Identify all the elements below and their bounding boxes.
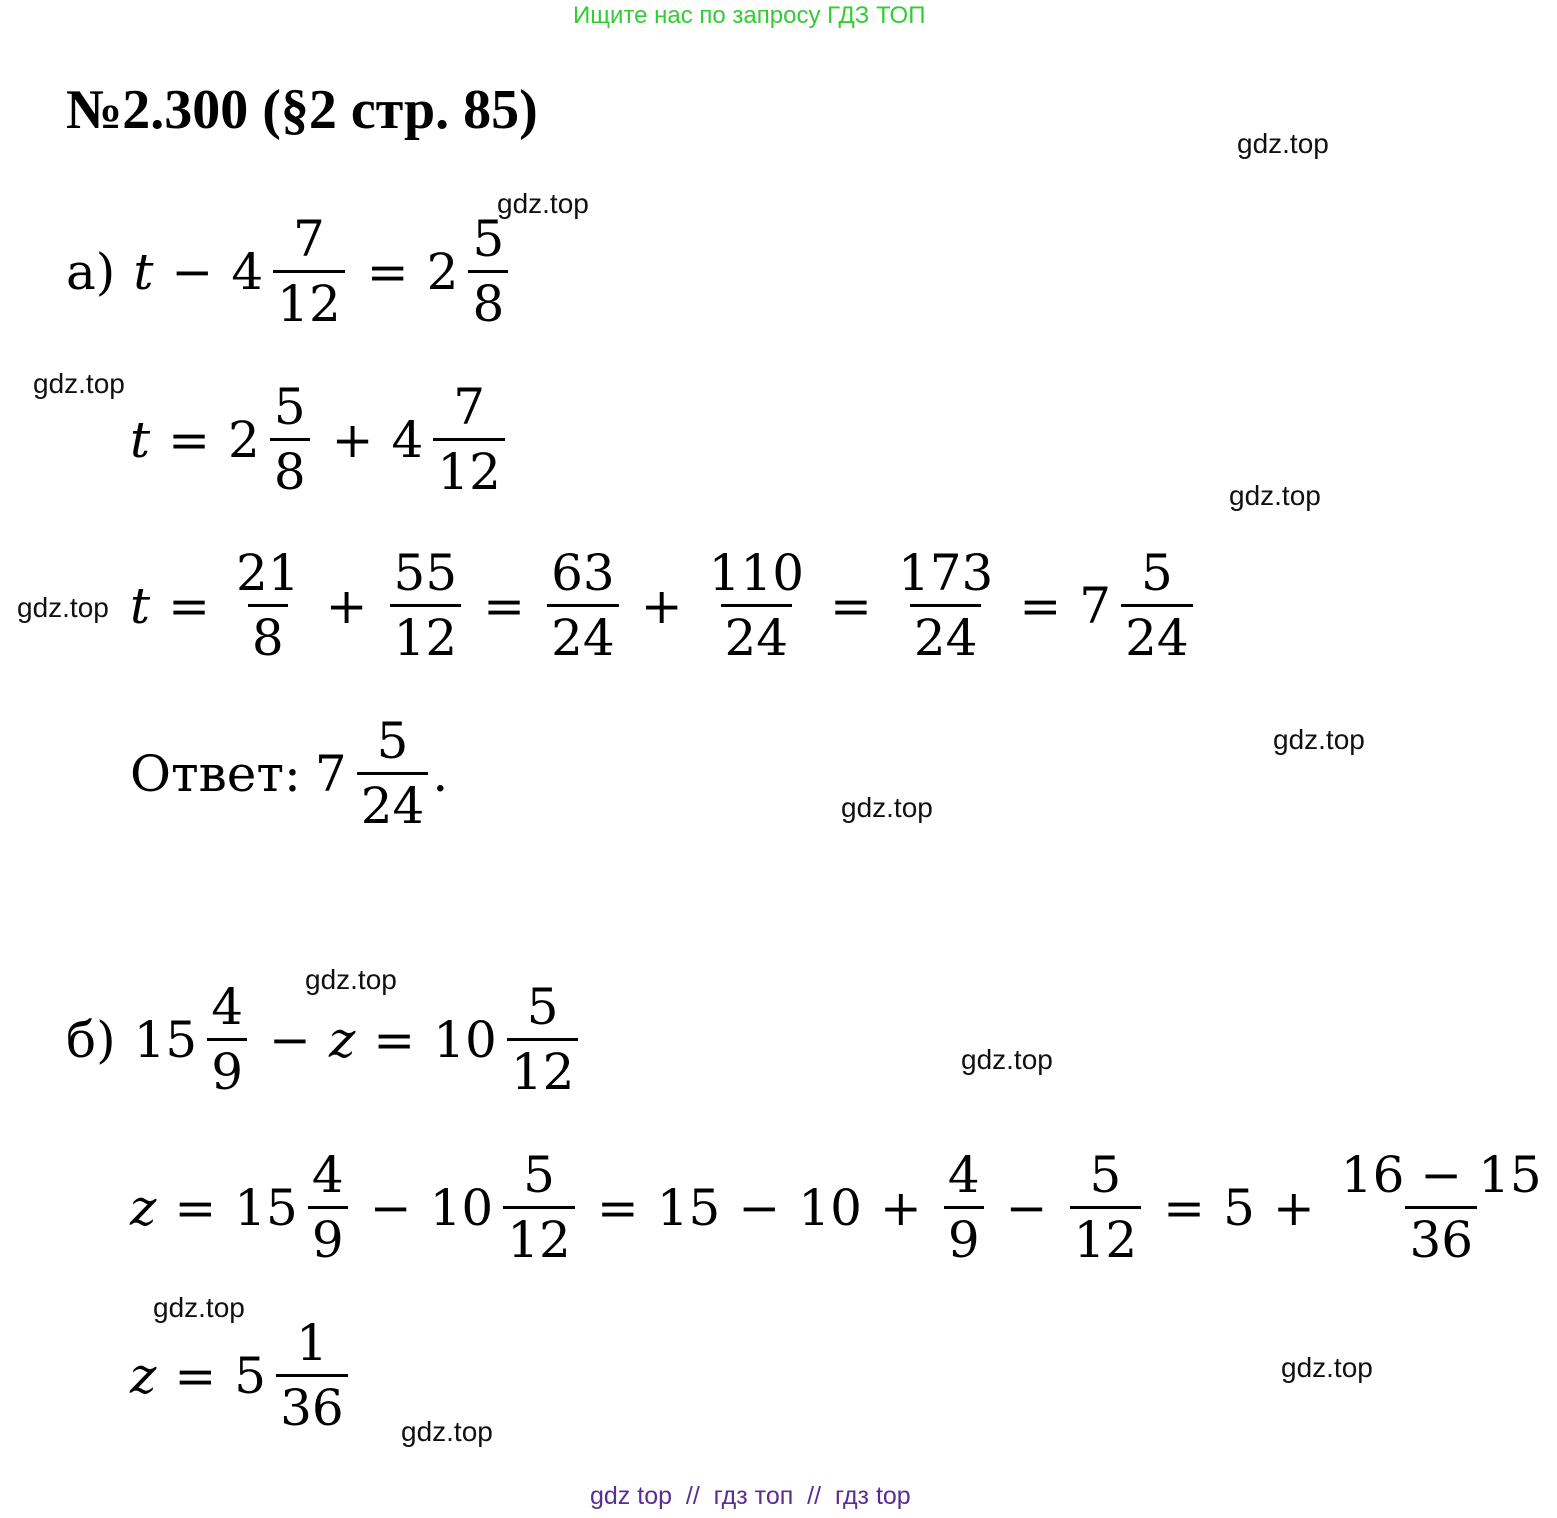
numerator: 5: [472, 210, 505, 268]
fraction: [433, 378, 505, 501]
footer-links: gdz top // гдз топ // гдз top: [590, 1482, 911, 1510]
fraction: [357, 712, 429, 835]
numerator: 5: [273, 378, 306, 436]
fraction: [232, 544, 304, 667]
equals-sign: =: [174, 1178, 217, 1237]
denominator: 12: [433, 438, 505, 497]
fraction: [547, 544, 619, 667]
numerator: 1: [295, 1314, 328, 1372]
denominator: 12: [1070, 1206, 1142, 1265]
fraction: [273, 210, 345, 333]
plus-sign: +: [325, 576, 368, 635]
whole-part: 2: [228, 410, 260, 469]
denominator: 24: [547, 604, 619, 663]
equals-sign: =: [1163, 1178, 1206, 1237]
denominator: 12: [390, 604, 462, 663]
whole-part: 15: [133, 1010, 198, 1069]
denominator: 9: [308, 1206, 348, 1265]
fraction: [276, 1314, 348, 1437]
whole-part: 10: [429, 1178, 494, 1237]
plus-sign: +: [1272, 1178, 1315, 1237]
equals-sign: =: [174, 1346, 217, 1405]
part-label-a: а): [66, 242, 116, 301]
fraction: [207, 978, 247, 1101]
watermark: gdz.top: [1273, 724, 1365, 755]
denominator: 8: [468, 270, 508, 329]
whole-part: 7: [314, 744, 347, 803]
variable-z: z: [328, 1010, 356, 1069]
whole-part: 5: [234, 1346, 267, 1405]
denominator: 36: [1405, 1206, 1477, 1265]
watermark: gdz.top: [1237, 128, 1329, 159]
equals-sign: =: [596, 1178, 639, 1237]
watermark: gdz.top: [497, 188, 589, 219]
equation-a-2: [130, 378, 509, 501]
numerator: 110: [708, 544, 805, 602]
numerator: 5: [376, 712, 409, 770]
part-label-b: б): [66, 1010, 116, 1069]
whole-number: 15: [656, 1178, 721, 1237]
denominator: 8: [248, 604, 288, 663]
fraction: [1337, 1146, 1546, 1269]
equation-b-3: [130, 1314, 352, 1437]
numerator: 55: [393, 544, 458, 602]
numerator: 5: [1141, 544, 1173, 602]
fraction: [468, 210, 508, 333]
denominator: 9: [944, 1206, 984, 1265]
watermark: gdz.top: [153, 1292, 245, 1323]
equals-sign: =: [168, 410, 210, 469]
fraction: [1070, 1146, 1142, 1269]
numerator: 173: [897, 544, 994, 602]
numerator: 7: [293, 210, 325, 268]
minus-sign: −: [171, 242, 214, 301]
watermark: gdz.top: [1229, 480, 1321, 511]
numerator: 21: [236, 544, 300, 602]
denominator: 24: [910, 604, 982, 663]
whole-part: 2: [426, 242, 459, 301]
minus-sign: −: [1005, 1178, 1048, 1237]
numerator: 63: [551, 544, 615, 602]
numerator: 16 − 15: [1340, 1146, 1542, 1204]
fraction: [308, 1146, 348, 1269]
numerator: 7: [453, 378, 486, 436]
watermark: gdz.top: [33, 368, 125, 399]
variable-t: t: [130, 410, 151, 469]
search-banner: Ищите нас по запросу ГДЗ ТОП: [573, 2, 926, 29]
whole-part: 4: [391, 410, 424, 469]
minus-sign: −: [738, 1178, 781, 1237]
equals-sign: =: [366, 242, 409, 301]
numerator: 4: [311, 1146, 344, 1204]
numerator: 4: [211, 978, 244, 1036]
variable-z: z: [130, 1346, 157, 1405]
plus-sign: +: [640, 576, 683, 635]
equals-sign: =: [830, 576, 872, 635]
whole-part: 7: [1079, 576, 1112, 635]
fraction: [270, 378, 310, 501]
variable-t: t: [133, 242, 154, 301]
denominator: 12: [273, 270, 345, 329]
whole-number: 10: [798, 1178, 862, 1237]
whole-number: 5: [1223, 1178, 1255, 1237]
numerator: 5: [1089, 1146, 1122, 1204]
whole-part: 15: [234, 1178, 298, 1237]
variable-t: t: [130, 576, 151, 635]
watermark: gdz.top: [401, 1416, 493, 1447]
answer-label: Ответ:: [130, 744, 301, 803]
problem-title: №2.300 (§2 стр. 85): [66, 79, 538, 141]
equation-a-1: [66, 210, 512, 333]
whole-part: 10: [433, 1010, 497, 1069]
plus-sign: +: [879, 1178, 922, 1237]
watermark: gdz.top: [841, 792, 933, 823]
equals-sign: =: [1019, 576, 1062, 635]
watermark: gdz.top: [17, 592, 109, 623]
minus-sign: −: [369, 1178, 412, 1237]
fraction: [944, 1146, 984, 1269]
fraction: [503, 1146, 575, 1269]
equals-sign: =: [373, 1010, 416, 1069]
fraction: [507, 978, 579, 1101]
whole-part: 4: [231, 242, 264, 301]
numerator: 5: [523, 1146, 555, 1204]
variable-z: z: [130, 1178, 157, 1237]
equation-a-3: [130, 544, 1197, 667]
numerator: 4: [947, 1146, 980, 1204]
denominator: 12: [503, 1206, 575, 1265]
denominator: 8: [270, 438, 310, 497]
plus-sign: +: [331, 410, 374, 469]
minus-sign: −: [269, 1010, 311, 1069]
watermark: gdz.top: [305, 964, 397, 995]
equals-sign: =: [483, 576, 526, 635]
equation-b-2: [130, 1146, 1550, 1269]
denominator: 24: [1121, 604, 1193, 663]
fraction: [894, 544, 997, 667]
period: .: [432, 744, 449, 803]
denominator: 12: [507, 1038, 579, 1097]
fraction: [1121, 544, 1193, 667]
denominator: 24: [357, 772, 429, 831]
denominator: 24: [721, 604, 793, 663]
numerator: 5: [526, 978, 559, 1036]
answer-a: [130, 712, 449, 835]
fraction: [705, 544, 808, 667]
watermark: gdz.top: [1281, 1352, 1373, 1383]
denominator: 9: [207, 1038, 247, 1097]
fraction: [390, 544, 462, 667]
equals-sign: =: [168, 576, 210, 635]
watermark: gdz.top: [961, 1044, 1053, 1075]
denominator: 36: [276, 1374, 348, 1433]
